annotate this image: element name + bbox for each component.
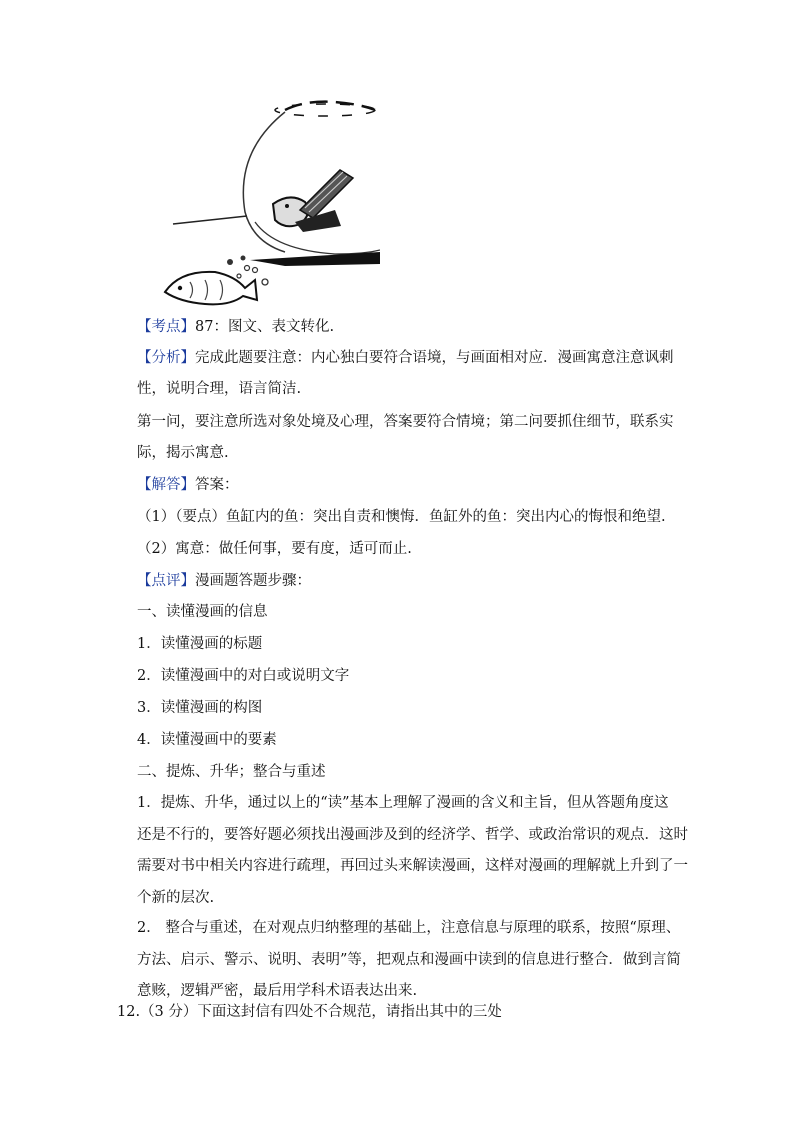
- text-line: [137, 825, 688, 845]
- line-text: 一、读懂漫画的信息: [137, 604, 268, 620]
- line-text: 3．读懂漫画的构图: [137, 700, 263, 716]
- line-text: 87：图文、表文转化.: [195, 319, 335, 335]
- line-text: 意赅，逻辑严密，最后用学科术语表达出来.: [137, 983, 418, 999]
- section-tag: 【考点】: [137, 319, 195, 335]
- text-line: [137, 634, 262, 654]
- section-tag: 【解答】: [137, 477, 195, 493]
- text-line: [137, 856, 688, 876]
- text-line: [137, 348, 674, 368]
- line-text: 方法、启示、警示、说明、表明”等，把观点和漫画中读到的信息进行整合．做到言简: [137, 952, 681, 968]
- text-line: [137, 412, 674, 432]
- cartoon-fishbowl-illustration: [135, 92, 380, 308]
- line-text: （2）寓意：做任何事，要有度，适可而止.: [137, 541, 412, 557]
- line-text: 性，说明合理，语言简洁.: [137, 381, 302, 397]
- text-line: [137, 443, 229, 463]
- line-text: 需要对书中相关内容进行疏理，再回过头来解读漫画，这样对漫画的理解就上升到了一: [137, 858, 688, 874]
- text-line: [137, 918, 680, 938]
- text-line: [137, 793, 669, 813]
- line-text: 还是不行的，要答好题必须找出漫画涉及到的经济学、哲学、或政治常识的观点．这时: [137, 827, 688, 843]
- text-line: [137, 317, 334, 337]
- line-text: 个新的层次.: [137, 890, 215, 906]
- text-line: [137, 539, 412, 559]
- line-text: 第一问，要注意所选对象处境及心理，答案要符合情境；第二问要抓住细节，联系实: [137, 414, 674, 430]
- line-text: 4．读懂漫画中的要素: [137, 732, 277, 748]
- line-text: 1．读懂漫画的标题: [137, 636, 263, 652]
- text-line: [137, 507, 666, 527]
- text-line: [137, 730, 277, 750]
- line-text: 完成此题要注意：内心独白要符合语境，与画面相对应．漫画寓意注意讽刺: [195, 350, 674, 366]
- line-text: 1．提炼、升华，通过以上的“读”基本上理解了漫画的含义和主旨，但从答题角度这: [137, 795, 669, 811]
- line-text: 漫画题答题步骤：: [195, 573, 311, 589]
- section-tag: 【分析】: [137, 350, 195, 366]
- text-line: [137, 379, 301, 399]
- question-12: 12.（3 分）下面这封信有四处不合规范，请指出其中的三处: [117, 1004, 502, 1020]
- line-text: 二、提炼、升华；整合与重述: [137, 764, 326, 780]
- line-text: （1）（要点）鱼缸内的鱼：突出自责和懊悔．鱼缸外的鱼：突出内心的悔恨和绝望.: [137, 509, 666, 525]
- text-line: [137, 666, 349, 686]
- text-line: [137, 475, 239, 495]
- text-line: [137, 950, 681, 970]
- text-line: [137, 602, 268, 622]
- line-text: 答案：: [195, 477, 239, 493]
- line-text: 2．读懂漫画中的对白或说明文字: [137, 668, 350, 684]
- text-line: [137, 571, 311, 591]
- text-line: [137, 981, 417, 1001]
- text-line: [137, 762, 326, 782]
- line-text: 际，揭示寓意.: [137, 445, 229, 461]
- line-text: 2． 整合与重述，在对观点归纳整理的基础上，注意信息与原理的联系，按照“原理、: [137, 920, 681, 936]
- text-line: [137, 888, 214, 908]
- text-line: [137, 698, 262, 718]
- section-tag: 【点评】: [137, 573, 195, 589]
